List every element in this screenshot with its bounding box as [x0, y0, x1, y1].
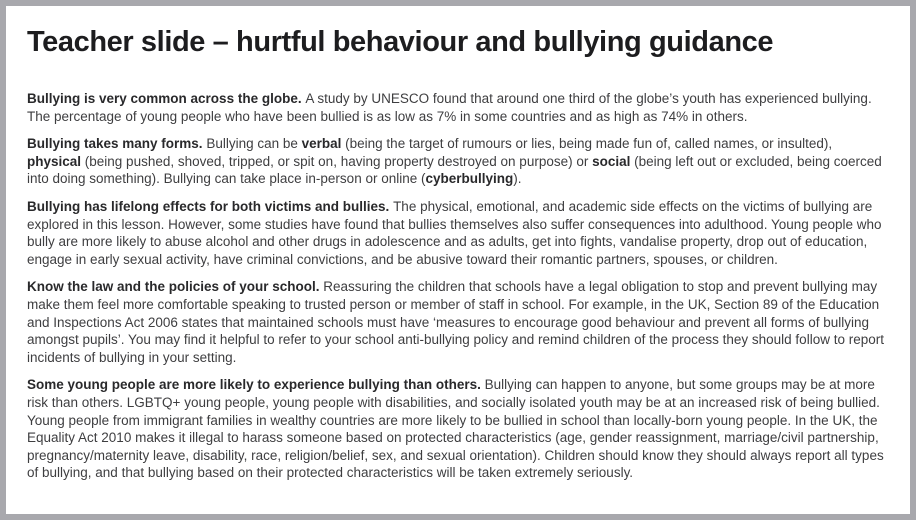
- page-title: Teacher slide – hurtful behaviour and bullying guidance: [27, 26, 774, 58]
- slide-body: [27, 90, 886, 482]
- paragraph: [27, 135, 886, 188]
- paragraph-bold-text: verbal: [301, 136, 342, 152]
- paragraph: [27, 90, 886, 125]
- paragraph: [27, 376, 886, 482]
- paragraph-text: Bullying can be: [206, 136, 302, 152]
- paragraph-text: Reassuring the children that schools have a legal obligation to stop and prevent bullying may make them feel more comfortable speaking to trusted person or member of staff in school. For example, in the UK, Section 89 of the Education and Inspections Act 2006 states that maintained schools must have ‘measures to encourage good behaviour and prevent all forms of bullying amongst pupils’. You may find it helpful to refer to your school anti-bullying policy and remind children of the process they should follow to report incidents of bullying in your setting.: [27, 279, 884, 365]
- paragraph-bold-text: Some young people are more likely to experience bullying than others.: [27, 377, 485, 393]
- paragraph-bold-text: Bullying is very common across the globe.: [27, 91, 306, 106]
- paragraph-text: (being the target of rumours or lies, being made fun of, called names, or insulted),: [341, 136, 833, 152]
- paragraph: [27, 278, 886, 366]
- paragraph-bold-text: Bullying takes many forms.: [27, 136, 207, 152]
- paragraph-bold-text: cyberbullying: [425, 171, 514, 187]
- paragraph-text: ).: [513, 171, 522, 187]
- paragraph-text: The physical, emotional, and academic side effects on the victims of bullying are explored in this lesson. However, some studies have found that bullies themselves also suffer consequences into adulthood. Young people who bully are more likely to abuse alcohol and other drugs in adolescence and as adults, get into fights, vandalise property, drop out of education, engage in early sexual activity, have criminal convictions, and be abusive toward their romantic partners, spouses, or children.: [27, 198, 882, 267]
- paragraph-bold-text: physical: [27, 153, 82, 169]
- paragraph-text: (being left out or excluded, being coerced into doing something). Bullying can take place in-person or online (: [27, 153, 882, 187]
- paragraph-text: Bullying can happen to anyone, but some groups may be at more risk than others. LGBTQ+ young people, young people with disabilities, and socially isolated youth may be at an increased risk of being bullied. Young people from immigrant families in wealthy countries are more likely to be bullied in school than locally-born young people. In the UK, the Equality Act 2010 makes it illegal to harass someone based on protected characteristics (age, gender reassignment, marriage/civil partnership, pregnancy/maternity leave, disability, race, religion/belief, sex, and sexual orientation). Children should know they should always report all types of bullying, and that bullying based on their protected characteristics will be taken extremely seriously.: [27, 377, 884, 481]
- paragraph-bold-text: Know the law and the policies of your school.: [27, 279, 324, 295]
- paragraph-text: A study by UNESCO found that around one third of the globe’s youth has experienced bullying. The percentage of young people who have been bullied is as low as 7% in some countries and as high as 74% in others.: [27, 91, 872, 124]
- paragraph-text: (being pushed, shoved, tripped, or spit on, having property destroyed on purpose) or: [81, 153, 593, 169]
- paragraph: [27, 198, 886, 268]
- paragraph-bold-text: social: [592, 153, 631, 169]
- paragraph-bold-text: Bullying has lifelong effects for both victims and bullies.: [27, 198, 394, 214]
